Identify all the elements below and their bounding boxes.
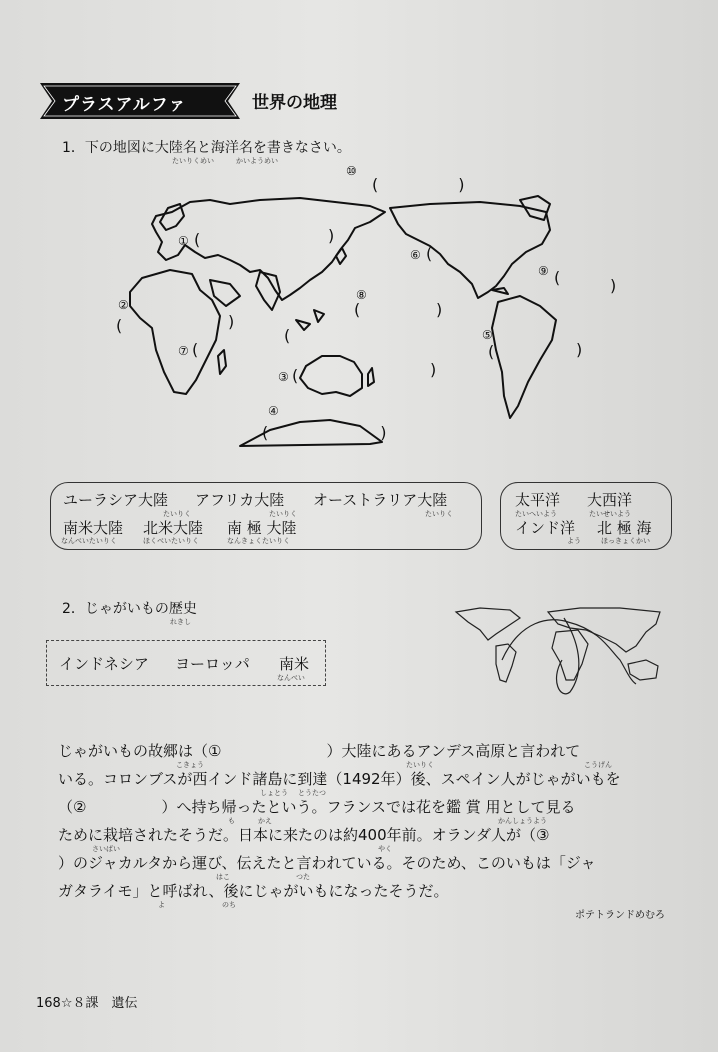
furigana: も bbox=[228, 817, 235, 825]
ocean-word-box bbox=[500, 482, 672, 550]
furigana: れきし bbox=[170, 618, 191, 626]
ocean-term: 太平洋 bbox=[515, 491, 561, 509]
story-line: （② ）へ持ち帰ったという。フランスでは花を鑑 賞 用として見る bbox=[58, 798, 576, 816]
furigana: よう bbox=[567, 537, 581, 545]
option-term: 南米 bbox=[279, 655, 310, 673]
credit: ポテトランドめむろ bbox=[575, 910, 665, 921]
furigana: なんべいたいりく bbox=[61, 537, 117, 545]
page-footer: 168☆８課 遺伝 bbox=[36, 996, 138, 1011]
world-map bbox=[100, 160, 583, 460]
map-marker-7: ⑦ bbox=[178, 344, 189, 358]
map-marker-5: ⑤ bbox=[482, 328, 493, 342]
continent-term: ユーラシア大陸 bbox=[63, 491, 169, 509]
answer-blank[interactable]: ( bbox=[194, 230, 201, 249]
continent-word-box bbox=[50, 482, 482, 550]
continent-term: 南 極 大陸 bbox=[227, 519, 297, 537]
furigana: なんきょくたいりく bbox=[227, 537, 290, 545]
furigana: しょとう bbox=[260, 789, 288, 797]
furigana: たいへいよう bbox=[515, 510, 557, 518]
answer-blank[interactable]: ) bbox=[430, 360, 437, 379]
answer-blank[interactable]: ( bbox=[354, 300, 361, 319]
answer-blank[interactable]: ( ) bbox=[372, 175, 465, 194]
potato-route-map bbox=[450, 600, 670, 700]
furigana: つた bbox=[296, 873, 310, 881]
map-marker-2: ② bbox=[118, 298, 129, 312]
furigana: たいりくめい bbox=[172, 157, 214, 165]
furigana: かんしょうよう bbox=[498, 817, 547, 825]
story-line: じゃがいもの故郷は（① ）大陸にあるアンデス高原と言われて bbox=[58, 742, 581, 760]
option-term: インドネシア bbox=[59, 655, 149, 673]
question-1-prompt: 1．下の地図に大陸名と海洋名を書きなさい。 bbox=[62, 140, 351, 156]
ocean-term: 大西洋 bbox=[587, 491, 633, 509]
answer-blank[interactable]: ) bbox=[436, 300, 443, 319]
furigana: かえ bbox=[258, 817, 272, 825]
answer-blank[interactable]: ( bbox=[284, 326, 291, 345]
answer-blank[interactable]: ( bbox=[488, 342, 495, 361]
furigana: たいりく bbox=[269, 510, 297, 518]
furigana: とうたつ bbox=[298, 789, 326, 797]
furigana: かいようめい bbox=[236, 157, 278, 165]
furigana: ほくべいたいりく bbox=[143, 537, 199, 545]
answer-blank[interactable]: ( bbox=[292, 366, 299, 385]
furigana: よ bbox=[158, 901, 165, 909]
section-title: 世界の地理 bbox=[252, 93, 337, 113]
section-banner bbox=[40, 83, 240, 119]
furigana: さいばい bbox=[92, 845, 120, 853]
continent-term: 北米大陸 bbox=[143, 519, 204, 537]
ocean-term: 北 極 海 bbox=[597, 519, 652, 537]
furigana: やく bbox=[378, 845, 392, 853]
map-marker-3: ③ bbox=[278, 370, 289, 384]
option-box bbox=[46, 640, 326, 686]
option-term: ヨーロッパ bbox=[175, 655, 250, 673]
map-marker-4: ④ bbox=[268, 404, 279, 418]
answer-blank[interactable]: ( bbox=[554, 268, 561, 287]
answer-blank[interactable]: ( bbox=[192, 340, 199, 359]
map-marker-6: ⑥ bbox=[410, 248, 421, 262]
map-marker-1: ① bbox=[178, 234, 189, 248]
banner-label: プラスアルファ bbox=[62, 95, 187, 115]
answer-blank[interactable]: ( bbox=[426, 244, 433, 263]
answer-blank[interactable]: ( ) bbox=[262, 423, 387, 442]
furigana: ほっきょくかい bbox=[601, 537, 650, 545]
answer-blank[interactable]: ) bbox=[610, 276, 617, 295]
furigana: はこ bbox=[216, 873, 230, 881]
story-line: いる。コロンブスが西インド諸島に到達（1492年）後、スペイン人がじゃがいもを bbox=[58, 770, 621, 788]
map-marker-10: ⑩ bbox=[346, 164, 357, 178]
furigana: こうげん bbox=[584, 761, 612, 769]
question-2-prompt: 2．じゃがいもの歴史 bbox=[62, 601, 197, 617]
story-line: ）のジャカルタから運び、伝えたと言われている。そのため、このいもは「ジャ bbox=[58, 854, 596, 872]
story-line: ために栽培されたそうだ。日本に来たのは約400年前。オランダ人が（③ bbox=[58, 826, 550, 844]
map-marker-8: ⑧ bbox=[356, 288, 367, 302]
furigana: たいりく bbox=[163, 510, 191, 518]
answer-blank[interactable]: ) bbox=[228, 312, 235, 331]
map-marker-9: ⑨ bbox=[538, 264, 549, 278]
furigana: たいりく bbox=[406, 761, 434, 769]
answer-blank[interactable]: ) bbox=[576, 340, 583, 359]
answer-blank[interactable]: ( bbox=[116, 316, 123, 335]
continent-term: オーストラリア大陸 bbox=[313, 491, 448, 509]
furigana: なんべい bbox=[277, 674, 305, 682]
furigana: のち bbox=[222, 901, 236, 909]
answer-blank[interactable]: ) bbox=[328, 226, 335, 245]
ocean-term: インド洋 bbox=[515, 519, 576, 537]
furigana: こきょう bbox=[176, 761, 204, 769]
continent-term: 南米大陸 bbox=[63, 519, 124, 537]
furigana: たいりく bbox=[425, 510, 453, 518]
continent-term: アフリカ大陸 bbox=[195, 491, 285, 509]
story-line: ガタライモ」と呼ばれ、後にじゃがいもになったそうだ。 bbox=[58, 882, 449, 900]
furigana: たいせいよう bbox=[589, 510, 631, 518]
